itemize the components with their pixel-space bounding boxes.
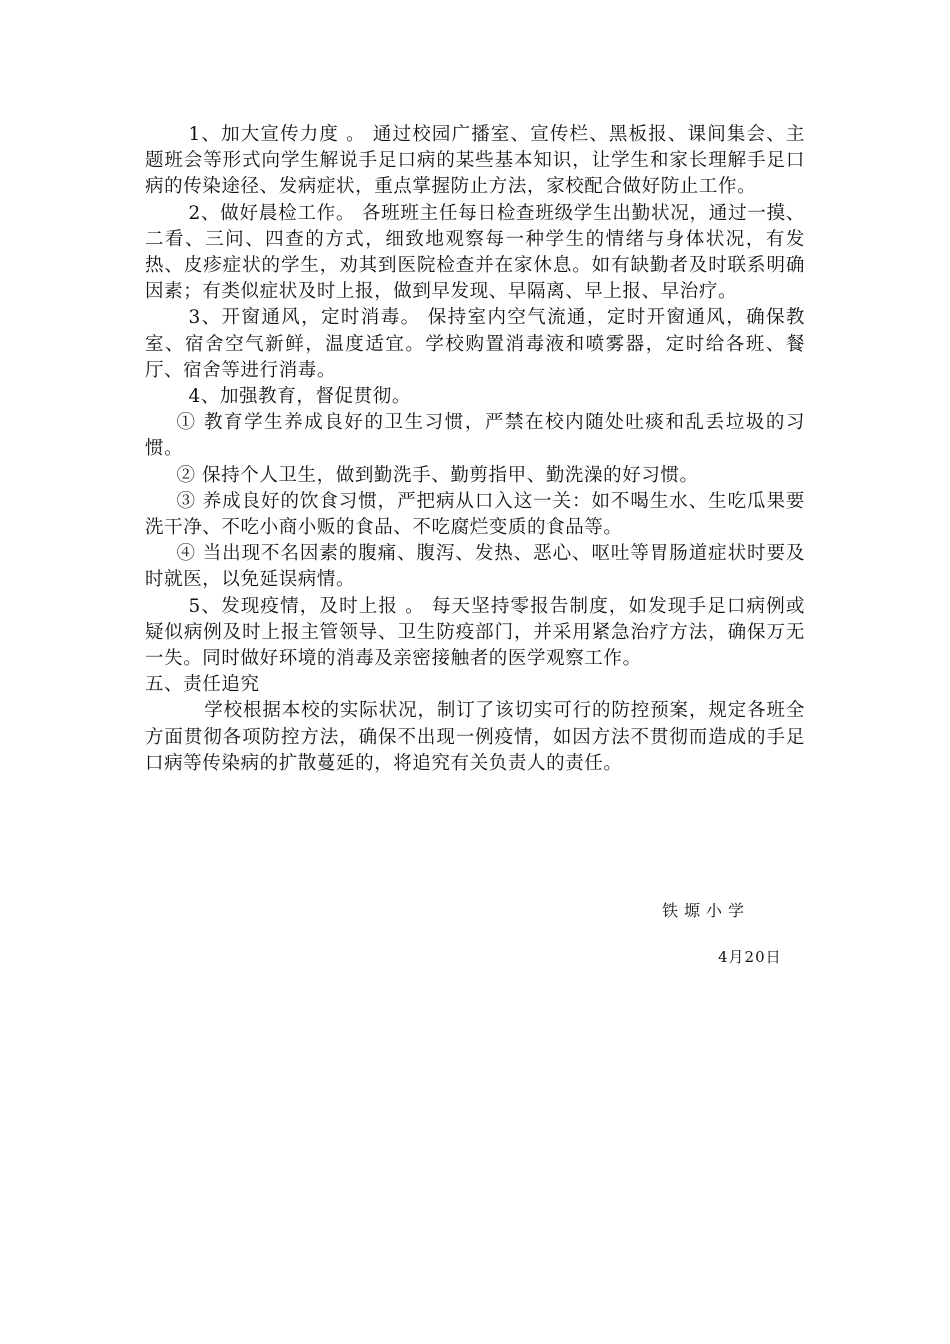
paragraph-morning-check: 2、做好晨检工作。 各班班主任每日检查班级学生出勤状况，通过一摸、二看、三问、四查的方式，细致地观察每一种学生的情绪与身体状况，有发热、皮疹症状的学生，劝其到医院检查并在家休息。如有缺勤者及时联系明确因素；有类似症状及时上报，做到早发现、早隔离、早上报、早治疗。: [145, 202, 805, 303]
list-item-seek-medical: ④ 当出现不名因素的腹痛、腹泻、发热、恶心、呕吐等胃肠道症状时要及时就医，以免延误病情。: [145, 543, 805, 591]
date: 4月20日: [718, 948, 782, 966]
paragraph-publicity: 1、加大宣传力度 。 通过校园广播室、宣传栏、黑板报、课间集会、主题班会等形式向学生解说手足口病的某些基本知识，让学生和家长理解手足口病的传染途径、发病症状，重点掌握防止方法，家校配合做好防止工作。: [145, 124, 805, 198]
paragraph-education: 4、加强教育，督促贯彻。: [188, 386, 411, 408]
list-item-personal-hygiene: ② 保持个人卫生，做到勤洗手、勤剪指甲、勤洗澡的好习惯。: [176, 464, 699, 486]
signature: 铁塬小学: [662, 901, 751, 920]
list-item-diet-habits: ③ 养成良好的饮食习惯，严把病从口入这一关：如不喝生水、生吃瓜果要洗干净、不吃小商小贩的食品、不吃腐烂变质的食品等。: [145, 490, 805, 539]
paragraph-report-epidemic: 5、发现疫情，及时上报 。 每天坚持零报告制度，如发现手足口病例或疑似病例及时上报主管领导、卫生防疫部门，并采用紧急治疗方法，确保万无一失。同时做好环境的消毒及亲密接触者的医学观察工作。: [145, 595, 805, 670]
list-item-hygiene-habits: ① 教育学生养成良好的卫生习惯，严禁在校内随处吐痰和乱丢垃圾的习惯。: [145, 412, 805, 460]
paragraph-ventilation: 3、开窗通风，定时消毒。 保持室内空气流通，定时开窗通风，确保教室、宿舍空气新鲜，温度适宜。学校购置消毒液和喷雾器，定时给各班、餐厅、宿舍等进行消毒。: [145, 307, 805, 381]
paragraph-responsibility: 学校根据本校的实际状况，制订了该切实可行的防控预案，规定各班全方面贯彻各项防控方法，确保不出现一例疫情，如因方法不贯彻而造成的手足口病等传染病的扩散蔓延的，将追究有关负责人的责任。: [145, 700, 805, 774]
document-body: [145, 122, 805, 777]
section-heading: 五、责任追究: [145, 674, 260, 696]
